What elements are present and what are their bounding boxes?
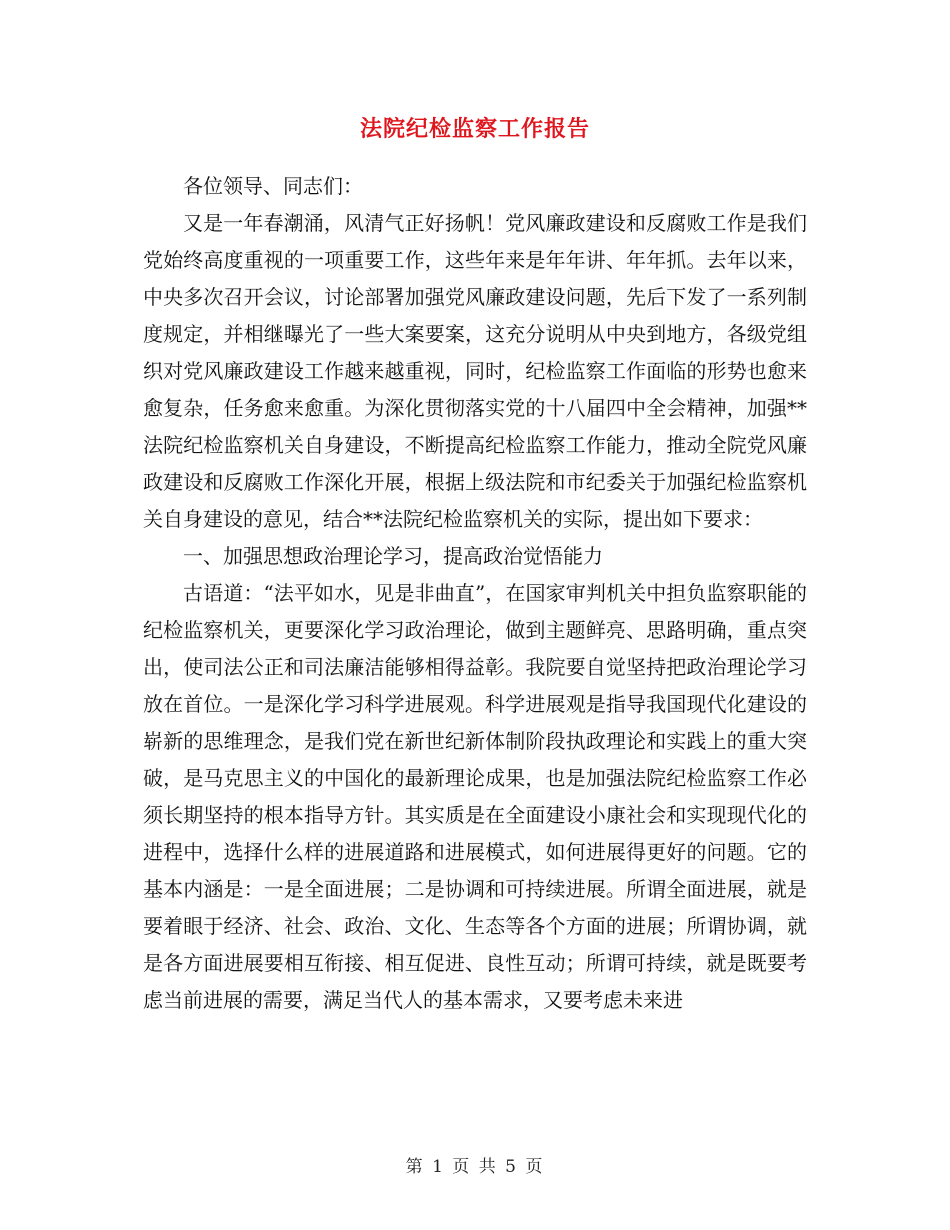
intro-paragraph: 又是一年春潮涌，风清气正好扬帆！党风廉政建设和反腐败工作是我们党始终高度重视的一项重要工作，这些年来是年年讲、年年抓。去年以来，中央多次召开会议，讨论部署加强党风廉政建设问题，先后下发了一系列制度规定，并相继曝光了一些大案要案，这充分说明从中央到地方，各级党组织对党风廉政建设工作越来越重视，同时，纪检监察工作面临的形势也愈来愈复杂，任务愈来愈重。为深化贯彻落实党的十八届四中全会精神，加强**法院纪检监察机关自身建设，不断提高纪检监察工作能力，推动全院党风廉政建设和反腐败工作深化开展，根据上级法院和市纪委关于加强纪检监察机关自身建设的意见，结合**法院纪检监察机关的实际，提出如下要求： — [143, 211, 807, 531]
document-body — [143, 168, 807, 1019]
section-heading: 一、加强思想政治理论学习，提高政治觉悟能力 — [183, 544, 603, 568]
salutation-paragraph: 各位领导、同志们： — [183, 174, 363, 198]
section-paragraph: 古语道：“法平如水，见是非曲直”，在国家审判机关中担负监察职能的纪检监察机关，更要深化学习政治理论，做到主题鲜亮、思路明确，重点突出，使司法公正和司法廉洁能够相得益彰。我院要自觉坚持把政治理论学习放在首位。一是深化学习科学进展观。科学进展观是指导我国现代化建设的崭新的思维理念，是我们党在新世纪新体制阶段执政理论和实践上的重大突破，是马克思主义的中国化的最新理论成果，也是加强法院纪检监察工作必须长期坚持的根本指导方针。其实质是在全面建设小康社会和实现现代化的进程中，选择什么样的进展道路和进展模式，如何进展得更好的问题。它的基本内涵是：一是全面进展；二是协调和可持续进展。所谓全面进展，就是要着眼于经济、社会、政治、文化、生态等各个方面的进展；所谓协调，就是各方面进展要相互衔接、相互促进、良性互动；所谓可持续，就是既要考虑当前进展的需要，满足当代人的基本需求，又要考虑未来进 — [143, 581, 807, 1012]
document-title: 法院纪检监察工作报告 — [359, 116, 590, 142]
page-number-footer: 第 1 页 共 5 页 — [405, 1157, 545, 1177]
